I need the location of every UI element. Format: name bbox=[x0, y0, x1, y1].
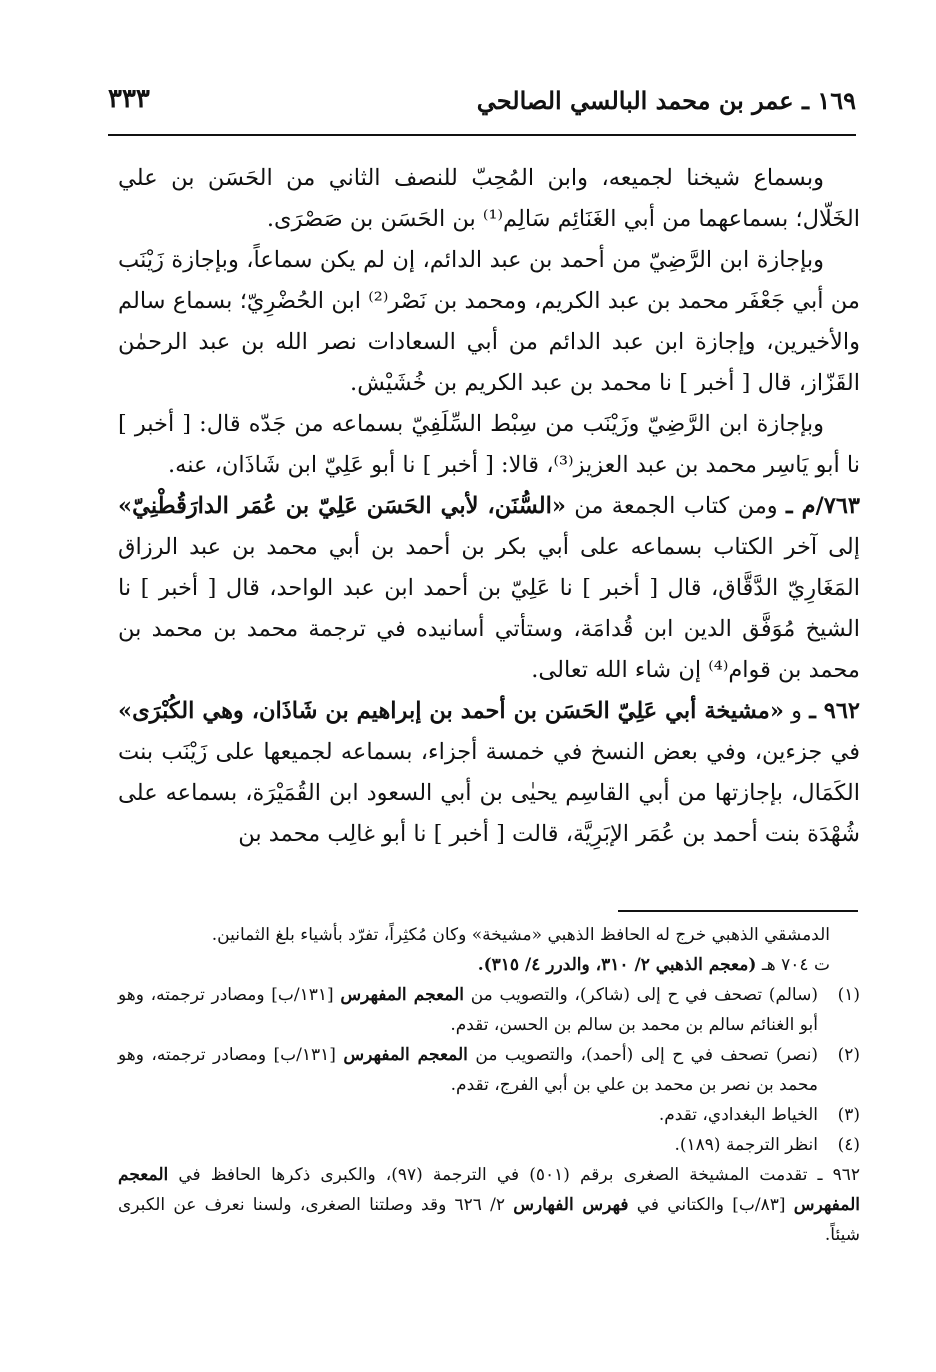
footnote-entry-962-source-2: فهرس الفهارس bbox=[513, 1195, 629, 1215]
paragraph-1: وبسماع شيخنا لجميعه، وابن المُحِبّ للنصف الثاني من الحَسَن بن علي الخَلّال؛ بسماعهما من أبي الغَنَائِم سَالِم⁽¹⁾ بن الحَسَن بن صَصْرَى. bbox=[118, 165, 860, 232]
entry-962 bbox=[118, 691, 860, 855]
paragraph-3: وبإجازة ابن الرَّضِيّ وزَيْنَب من سِبْط السِّلَفِيّ بسماعه من جَدّه قال: [ أخبر ] نا أبو يَاسِر محمد بن عبد العزيز⁽³⁾، قالا: [ أخبر ] نا أبو عَلِيّ ابن شَاذَان، عنه. bbox=[118, 411, 860, 478]
footnote-2-text: (نصر) تصحف في ح إلى (أحمد)، والتصويب من bbox=[475, 1045, 819, 1065]
header-rule bbox=[108, 134, 856, 136]
footnote-3 bbox=[118, 1100, 860, 1130]
footnote-entry-962-text-2: [٨٣/ب] والكتاني في bbox=[636, 1195, 786, 1215]
entry-763-intro: ومن كتاب الجمعة من bbox=[574, 493, 778, 519]
footnote-1 bbox=[118, 980, 860, 1040]
footnotes bbox=[118, 920, 860, 1250]
footnote-2-source: المعجم المفهرس bbox=[343, 1045, 468, 1065]
running-header bbox=[108, 80, 856, 130]
footnote-continuation-date: ت ٧٠٤ هـ bbox=[761, 955, 830, 975]
footnote-continuation-source: (معجم الذهبي ٢/ ٣١٠، والدرر ٤/ ٣١٥). bbox=[477, 955, 757, 975]
footnote-separator bbox=[618, 910, 858, 912]
footnote-4-text: انظر الترجمة (١٨٩). bbox=[674, 1135, 818, 1155]
entry-763-title: «السُّنَن، لأبي الحَسَن عَلِيّ بن عُمَر الدارَقُطْنِيّ» bbox=[118, 493, 566, 519]
main-text bbox=[118, 158, 860, 855]
entry-763 bbox=[118, 486, 860, 691]
footnote-2 bbox=[118, 1040, 860, 1100]
footnote-1-number: (١) bbox=[837, 985, 860, 1005]
footnote-4-number: (٤) bbox=[837, 1135, 860, 1155]
footnote-continuation bbox=[118, 920, 860, 980]
footnote-1-text: (سالم) تصحف في ح إلى (شاكر)، والتصويب من bbox=[470, 985, 818, 1005]
entry-962-intro: و bbox=[791, 698, 802, 724]
entry-962-text: في جزءين، وفي بعض النسخ في خمسة أجزاء، بسماعه لجميعها على زَيْنَب بنت الكَمَال، بإجازتها من أبي القاسِم يحيٰى بن أبي السعود ابن القُمَيْرَة، بسماعه على شُهْدَة بنت أحمد بن عُمَر الإبَرِيَّة، قالت [ أخبر ] نا أبو غالِب محمد بن bbox=[118, 739, 860, 847]
footnote-3-text: الخياط البغدادي، تقدم. bbox=[658, 1105, 818, 1125]
footnote-1-text-end: [١٣١/ب] ومصادر ترجمته، وهو أبو الغنائم سالم بن محمد بن سالم بن الحسن، تقدم. bbox=[118, 985, 818, 1035]
entry-763-text: إلى آخر الكتاب بسماعه على أبي بكر بن أحمد بن أبي محمد بن عبد الرزاق المَغَارِيّ الدَّقَّاق، قال [ أخبر ] نا عَلِيّ بن أحمد ابن عبد الواحد، قال [ أخبر ] نا الشيخ مُوَفَّق الدين ابن قُدامَة، وستأتي أسانيده في ترجمة محمد بن محمد بن محمد بن قوام⁽⁴⁾ إن شاء الله تعالى. bbox=[118, 534, 860, 683]
footnote-2-text-end: [١٣١/ب] ومصادر ترجمته، وهو محمد بن نصر بن محمد بن علي بن أبي الفرج، تقدم. bbox=[118, 1045, 818, 1095]
entry-962-number: ٩٦٢ ـ bbox=[809, 698, 860, 724]
footnote-entry-962-text-3: ٢/ ٦٢٦ وقد وصلتنا الصغرى، ولسنا نعرف عن الكبرى شيئاً. bbox=[118, 1195, 860, 1245]
footnote-entry-962 bbox=[118, 1160, 860, 1250]
footnote-entry-962-source-1: المعجم المفهرس bbox=[118, 1165, 860, 1215]
header-title: ١٦٩ ـ عمر بن محمد البالسي الصالحي bbox=[476, 86, 856, 115]
paragraph-2: وبإجازة ابن الرَّضِيّ من أحمد بن عبد الدائم، إن لم يكن سماعاً، وبإجازة زَيْنَب من أبي جَعْفَر محمد بن عبد الكريم، ومحمد بن نَصْر⁽²⁾ ابن الحُضْرِيّ؛ بسماع سالم والأخيرين، وإجازة ابن عبد الدائم من أبي السعادات نصر الله بن عبد الرحمٰن القَزّاز، قال [ أخبر ] نا محمد بن عبد الكريم بن خُشَيْش. bbox=[118, 247, 860, 396]
footnote-2-number: (٢) bbox=[837, 1045, 861, 1065]
entry-763-number: ٧٦٣/م ـ bbox=[785, 493, 860, 519]
footnote-continuation-line1: الدمشقي الذهبي خرج له الحافظ الذهبي «مشيخة» وكان مُكثِراً، تفرّد بأشياء بلغ الثمانين. bbox=[211, 925, 830, 945]
footnote-entry-962-text: ٩٦٢ ـ تقدمت المشيخة الصغرى برقم (٥٠١) في الترجمة (٩٧)، والكبرى ذكرها الحافظ في bbox=[178, 1165, 861, 1185]
footnote-4 bbox=[118, 1130, 860, 1160]
page-number: ٣٣٣ bbox=[108, 84, 150, 114]
footnote-3-number: (٣) bbox=[837, 1105, 860, 1125]
entry-962-title: «مشيخة أبي عَلِيّ الحَسَن بن أحمد بن إبراهيم بن شَاذَان، وهي الكُبْرَى» bbox=[118, 698, 784, 724]
footnote-1-source: المعجم المفهرس bbox=[340, 985, 465, 1005]
